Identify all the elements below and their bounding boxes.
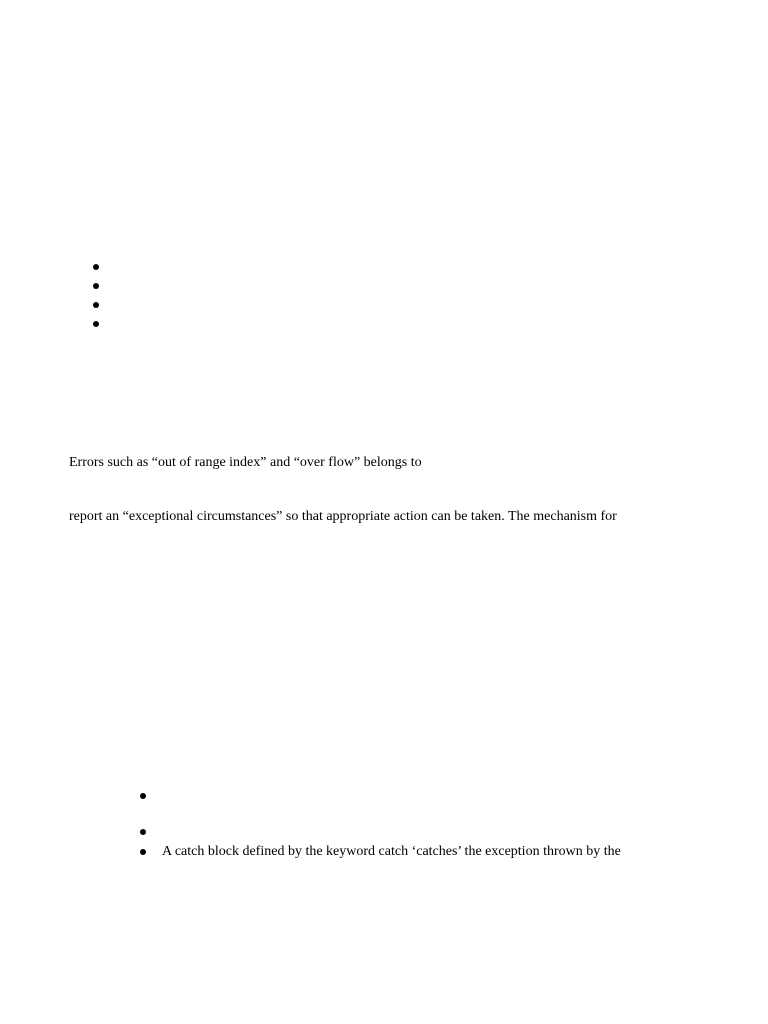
bullet-icon <box>93 321 99 327</box>
paragraph-line-1: Errors such as “out of range index” and “over flow” belongs to <box>69 455 422 470</box>
bullet-icon <box>93 264 99 270</box>
paragraph-line-2: report an “exceptional circumstances” so that appropriate action can be taken. The mechanism for <box>69 509 617 524</box>
bullet-icon <box>93 283 99 289</box>
bullet-icon <box>93 302 99 308</box>
bullet-icon <box>140 829 146 835</box>
list-item-text: A catch block defined by the keyword catch ‘catches’ the exception thrown by the <box>162 844 621 859</box>
bullet-icon <box>140 793 146 799</box>
bullet-icon <box>140 849 146 855</box>
